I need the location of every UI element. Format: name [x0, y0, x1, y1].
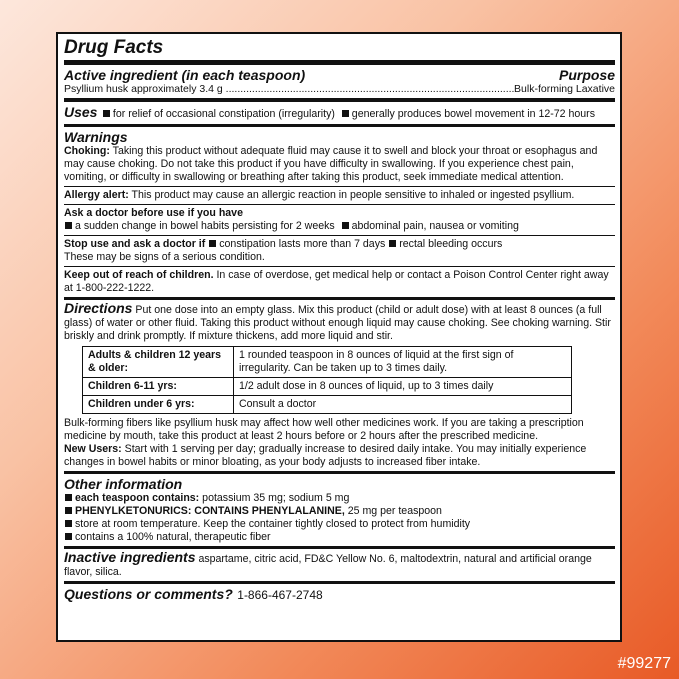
dosage-instruction: 1/2 adult dose in 8 ounces of liquid, up to 3 times daily: [234, 378, 572, 396]
stop-use-note: These may be signs of a serious condition.: [64, 251, 265, 263]
questions-phone: 1-866-467-2748: [237, 588, 323, 602]
directions-text: Put one dose into an empty glass. Mix this product (child or adult dose) with at least 8 ounces (a full glass) of water or other fluid. Taking this product without enough liquid may cause choking. See choking warning. Stir briskly and drink promptly. If mixture thickens, add more liquid and stir.: [64, 304, 611, 342]
other-info-label: each teaspoon contains:: [75, 492, 200, 504]
dosage-instruction: Consult a doctor: [234, 396, 572, 414]
stop-use-item: constipation lasts more than 7 days: [219, 238, 386, 250]
choking-label: Choking:: [64, 145, 110, 157]
active-ingredient-section: [64, 67, 615, 99]
new-users-text: Start with 1 serving per day; gradually increase to desired daily intake. You may initially experience changes in bowel habits or minor bloating, as your body adjusts to increased fiber intake.: [64, 443, 587, 468]
bullet-icon: [389, 240, 396, 247]
bullet-icon: [342, 110, 349, 117]
fiber-note: Bulk-forming fibers like psyllium husk may affect how well other medicines work. If you are taking a prescription medicine by mouth, take this product at least 2 hours before or 2 hours after the prescribed medicine.: [64, 417, 584, 442]
other-info-text: 25 mg per teaspoon: [347, 505, 442, 517]
dosage-instruction: 1 rounded teaspoon in 8 ounces of liquid at the first sign of irregularity. Can be taken up to 3 times daily.: [234, 347, 572, 378]
active-ingredient-header: Active ingredient (in each teaspoon): [64, 67, 306, 83]
inactive-ingredients-text: aspartame, citric acid, FD&C Yellow No. 6, maltodextrin, natural and artificial orange flavor, silica.: [64, 553, 592, 578]
table-row: [83, 396, 572, 414]
allergy-label: Allergy alert:: [64, 189, 129, 201]
allergy-text: This product may cause an allergic reaction in people sensitive to inhaled or ingested psyllium.: [131, 189, 575, 201]
directions-title: Directions: [64, 300, 133, 316]
new-users-label: New Users:: [64, 443, 122, 455]
ask-doctor-label: Ask a doctor before use if you have: [64, 207, 243, 219]
choking-text: Taking this product without adequate fluid may cause it to swell and block your throat or esophagus and may cause choking. Do not take this product if you have difficulty in swallowing. If you experience chest pain, vomiting, or difficulty in swallowing or breathing after taking this product, seek immediate medical attention.: [64, 145, 598, 183]
uses-item: for relief of occasional constipation (irregularity): [112, 108, 335, 120]
uses-section: [64, 102, 615, 127]
bullet-icon: [65, 222, 72, 229]
keep-out-text: In case of overdose, get medical help or contact a Poison Control Center right away at 1-800-222-1222.: [64, 269, 609, 294]
ask-doctor-item: a sudden change in bowel habits persisting for 2 weeks: [75, 220, 335, 232]
bullet-icon: [65, 533, 72, 540]
inactive-ingredients-title: Inactive ingredients: [64, 549, 196, 565]
other-information-section: [64, 474, 615, 549]
drug-facts-title: Drug Facts: [64, 37, 615, 65]
purpose-header: Purpose: [558, 67, 615, 83]
table-row: [83, 378, 572, 396]
inactive-ingredients-section: [64, 549, 615, 584]
dosage-group: Children 6-11 yrs:: [83, 378, 234, 396]
uses-item: generally produces bowel movement in 12-72 hours: [351, 108, 596, 120]
drug-facts-panel: [56, 32, 622, 642]
warnings-section: [64, 127, 615, 300]
stop-use-label: Stop use and ask a doctor if: [64, 238, 206, 250]
table-row: [83, 347, 572, 378]
other-info-text: contains a 100% natural, therapeutic fiber: [75, 531, 271, 543]
dosage-group: Adults & children 12 years & older:: [83, 347, 234, 378]
bullet-icon: [209, 240, 216, 247]
bullet-icon: [342, 222, 349, 229]
product-id: #99277: [617, 655, 671, 672]
other-info-text: store at room temperature. Keep the container tightly closed to protect from humidity: [75, 518, 471, 530]
questions-title: Questions or comments?: [64, 586, 233, 602]
bullet-icon: [65, 507, 72, 514]
dosage-group: Children under 6 yrs:: [83, 396, 234, 414]
other-info-label: PHENYLKETONURICS: CONTAINS PHENYLALANINE,: [75, 505, 345, 517]
bullet-icon: [65, 494, 72, 501]
stop-use-item: rectal bleeding occurs: [399, 238, 503, 250]
other-information-title: Other information: [64, 476, 183, 492]
bullet-icon: [65, 520, 72, 527]
ask-doctor-item: abdominal pain, nausea or vomiting: [351, 220, 519, 232]
keep-out-label: Keep out of reach of children.: [64, 269, 214, 281]
dosage-table: [82, 346, 572, 414]
active-ingredient-purpose: Bulk-forming Laxative: [514, 83, 615, 95]
other-info-text: potassium 35 mg; sodium 5 mg: [202, 492, 350, 504]
questions-section: [64, 584, 615, 606]
warnings-title: Warnings: [64, 129, 128, 145]
directions-section: [64, 300, 615, 474]
bullet-icon: [103, 110, 110, 117]
active-ingredient-name: Psyllium husk approximately 3.4 g .....: [64, 83, 514, 96]
uses-title: Uses: [64, 104, 98, 120]
